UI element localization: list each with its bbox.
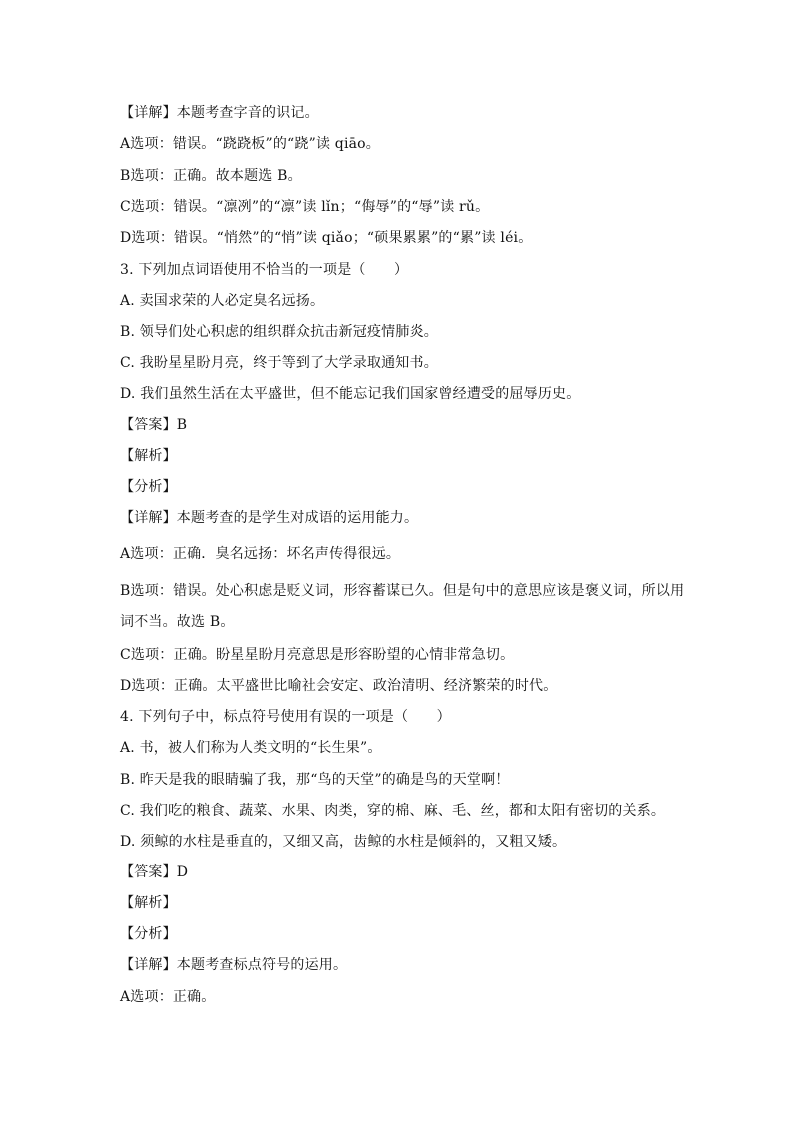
option-b-analysis-q3: B选项：错误。处心积虑是贬义词，形容蓄谋已久。但是句中的意思应该是褒义词，所以用词不当。故选 B。 — [120, 583, 685, 630]
question-3-option-d: D. 我们虽然生活在太平盛世，但不能忘记我们国家曾经遭受的屈辱历史。 — [120, 386, 581, 402]
question-4-option-a: A. 书，被人们称为人类文明的“长生果”。 — [120, 740, 382, 756]
option-d-analysis-q2: D选项：错误。“悄然”的“悄”读 qiǎo；“硕果累累”的“累”读 léi。 — [120, 230, 533, 246]
question-3-option-b: B. 领导们处心积虑的组织群众抗击新冠疫情肺炎。 — [120, 324, 438, 340]
option-c-analysis-q2: C选项：错误。“凛冽”的“凛”读 lǐn；“侮辱”的“辱”读 rǔ。 — [120, 199, 490, 215]
explanation-heading-q2: 【详解】本题考查字音的识记。 — [120, 105, 319, 121]
question-3-option-a: A. 卖国求荣的人必定臭名远扬。 — [120, 293, 325, 309]
answer-label-q4: 【答案】D — [120, 864, 189, 880]
analysis-sub-label-q3: 【分析】 — [120, 479, 177, 495]
option-d-analysis-q3: D选项：正确。太平盛世比喻社会安定、政治清明、经济繁荣的时代。 — [120, 678, 558, 694]
option-a-analysis-q2: A选项：错误。“跷跷板”的“跷”读 qiāo。 — [120, 136, 381, 152]
question-4-stem: 4. 下列句子中，标点符号使用有误的一项是（ ） — [120, 709, 451, 725]
option-a-analysis-q3: A选项：正确．臭名远扬：坏名声传得很远。 — [120, 546, 401, 562]
explanation-heading-q3: 【详解】本题考查的是学生对成语的运用能力。 — [120, 510, 419, 526]
question-3-stem: 3. 下列加点词语使用不恰当的一项是（ ） — [120, 262, 409, 278]
answer-label-q3: 【答案】B — [120, 417, 188, 433]
option-c-analysis-q3: C选项：正确。盼星星盼月亮意思是形容盼望的心情非常急切。 — [120, 647, 515, 663]
analysis-sub-label-q4: 【分析】 — [120, 926, 177, 942]
question-3-option-c: C. 我盼星星盼月亮，终于等到了大学录取通知书。 — [120, 355, 438, 371]
question-4-option-d: D. 须鲸的水柱是垂直的，又细又高，齿鲸的水柱是倾斜的，又粗又矮。 — [120, 834, 567, 850]
option-b-analysis-q2: B选项：正确。故本题选 B。 — [120, 168, 302, 184]
question-4-option-b: B. 昨天是我的眼睛骗了我，那“鸟的天堂”的确是鸟的天堂啊！ — [120, 772, 510, 788]
question-4-option-c: C. 我们吃的粮食、蔬菜、水果、肉类，穿的棉、麻、毛、丝，都和太阳有密切的关系。 — [120, 803, 666, 819]
analysis-label-q4: 【解析】 — [120, 895, 177, 911]
explanation-heading-q4: 【详解】本题考查标点符号的运用。 — [120, 957, 348, 973]
analysis-label-q3: 【解析】 — [120, 448, 177, 464]
option-a-analysis-q4: A选项：正确。 — [120, 989, 216, 1005]
